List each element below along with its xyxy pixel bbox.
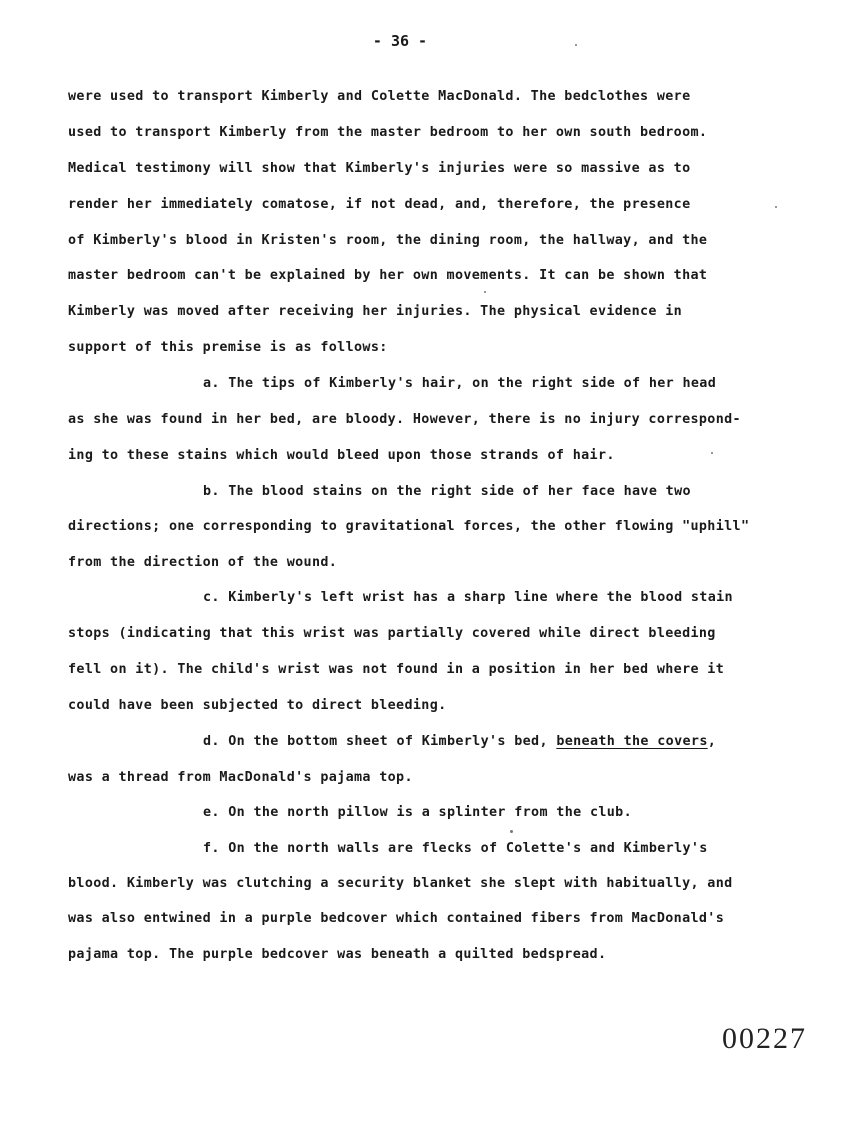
text-line: of Kimberly's blood in Kristen's room, the dining room, the hallway, and the	[68, 233, 708, 248]
text-line: ing to these stains which would bleed upon those strands of hair.	[68, 448, 615, 463]
scan-speck	[775, 206, 777, 208]
text-line: was a thread from MacDonald's pajama top.	[68, 770, 413, 785]
text-line: fell on it). The child's wrist was not found in a position in her bed where it	[68, 662, 725, 677]
item-d-suffix: ,	[707, 734, 717, 749]
text-line: stops (indicating that this wrist was partially covered while direct bleeding	[68, 626, 716, 641]
text-line: pajama top. The purple bedcover was beneath a quilted bedspread.	[68, 947, 607, 962]
text-line: support of this premise is as follows:	[68, 340, 388, 355]
item-d-prefix: d. On the bottom sheet of Kimberly's bed,	[203, 734, 557, 749]
text-line: Medical testimony will show that Kimberly's injuries were so massive as to	[68, 161, 691, 176]
text-line: render her immediately comatose, if not dead, and, therefore, the presence	[68, 197, 691, 212]
text-line: as she was found in her bed, are bloody. However, there is no injury correspond-	[68, 412, 741, 427]
text-line: from the direction of the wound.	[68, 555, 338, 570]
item-d-underlined-phrase: beneath the covers	[556, 734, 708, 749]
list-item-b-label: b. The blood stains on the right side of her face have two	[203, 484, 691, 499]
scan-speck	[711, 452, 713, 454]
text-line: Kimberly was moved after receiving her injuries. The physical evidence in	[68, 304, 683, 319]
list-item-f-label: f. On the north walls are flecks of Colette's and Kimberly's	[203, 841, 708, 856]
list-item-c-label: c. Kimberly's left wrist has a sharp line where the blood stain	[203, 590, 733, 605]
scan-speck	[510, 830, 513, 833]
text-line: could have been subjected to direct bleeding.	[68, 698, 447, 713]
list-item-d-label	[203, 734, 716, 749]
list-item-a-label: a. The tips of Kimberly's hair, on the right side of her head	[203, 376, 717, 391]
scan-speck	[575, 44, 577, 46]
text-line: were used to transport Kimberly and Colette MacDonald. The bedclothes were	[68, 89, 691, 104]
scan-speck	[484, 291, 486, 293]
text-line: used to transport Kimberly from the master bedroom to her own south bedroom.	[68, 125, 708, 140]
bates-stamp: 00227	[722, 1022, 807, 1055]
text-line: blood. Kimberly was clutching a security blanket she slept with habitually, and	[68, 876, 733, 891]
page-number: - 36 -	[372, 32, 428, 50]
text-line: master bedroom can't be explained by her own movements. It can be shown that	[68, 268, 708, 283]
list-item-e-label: e. On the north pillow is a splinter from the club.	[203, 805, 633, 820]
text-line: was also entwined in a purple bedcover which contained fibers from MacDonald's	[68, 911, 725, 926]
text-line: directions; one corresponding to gravitational forces, the other flowing "uphill"	[68, 519, 750, 534]
